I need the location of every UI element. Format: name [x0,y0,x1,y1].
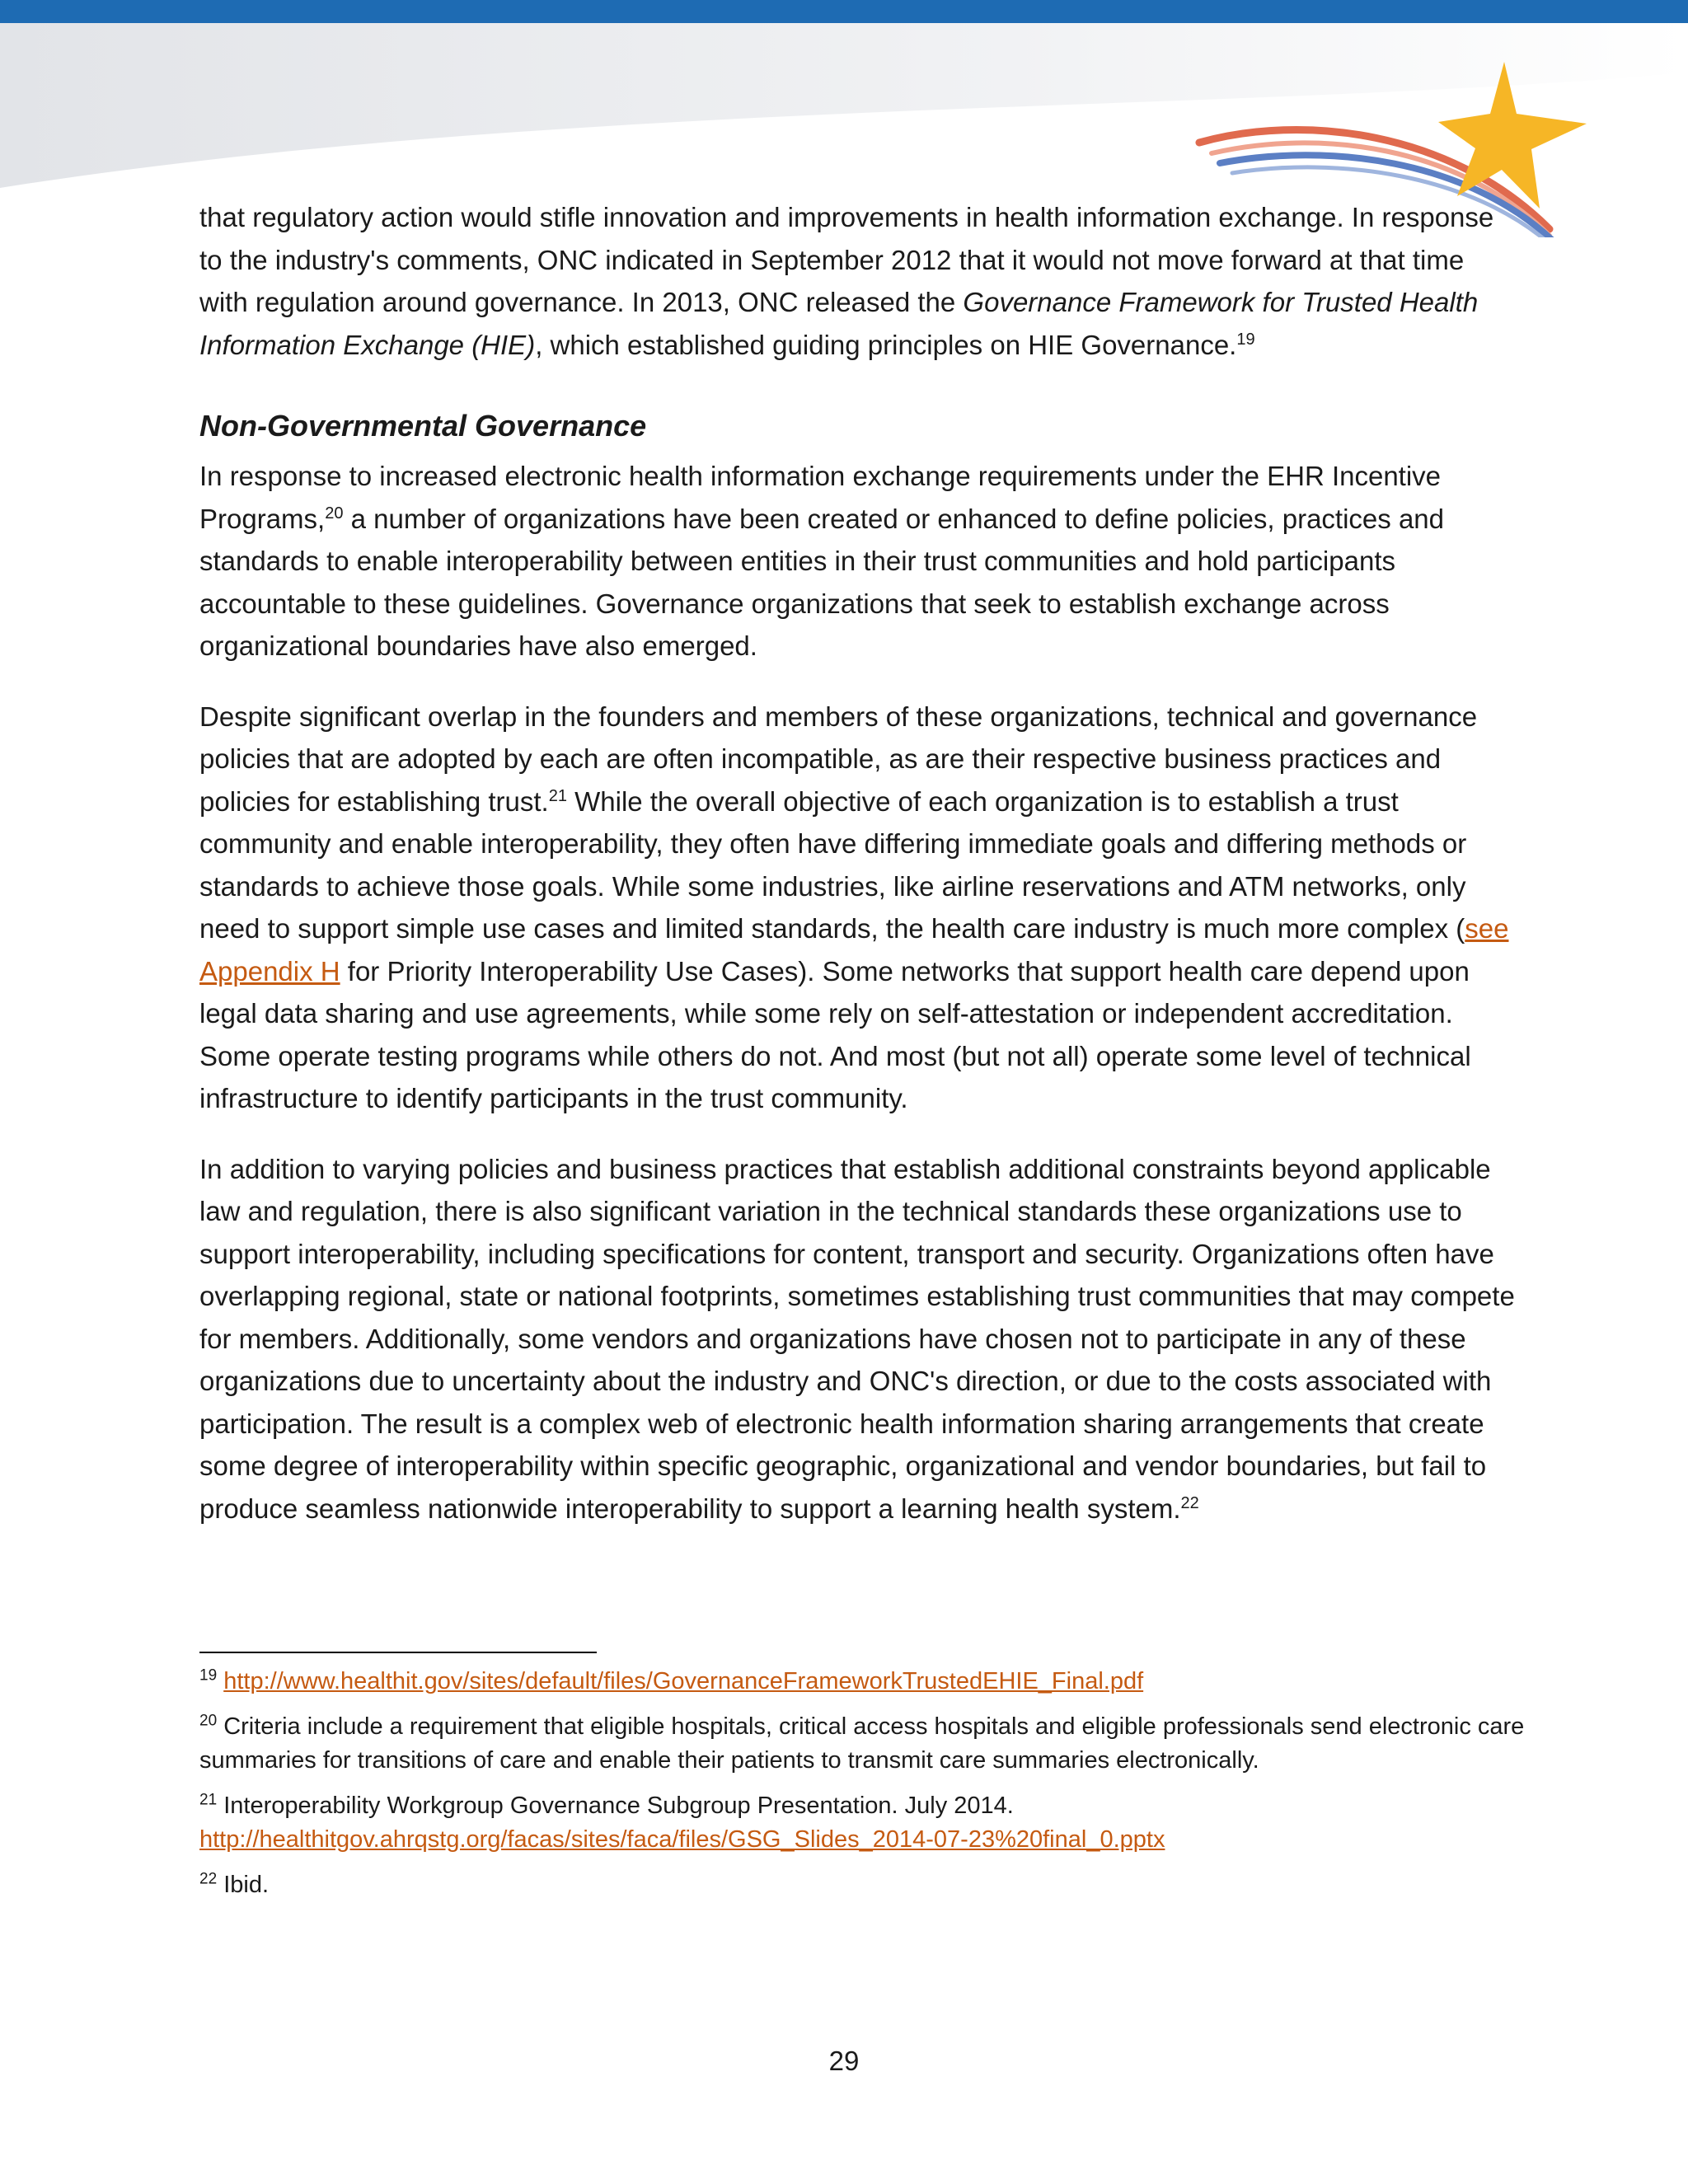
footnote-ref-19: 19 [1236,330,1255,349]
footnote-ref-22: 22 [1180,1493,1199,1512]
footnotes [199,1665,1535,1914]
paragraph-3: In addition to varying policies and business practices that establish additional constraints beyond applicable law and regulation, there is also significant variation in the technical standards these organizations use to support interoperability, including specifications for content, transport and security. Organizations often have overlapping regional, state or national footprints, sometimes establishing trust communities that may compete for members. Additionally, some vendors and organizations have chosen not to participate in any of these organizations due to uncertainty about the industry and ONC's direction, or due to the costs associated with participation. The result is a complex web of electronic health information sharing arrangements that create some degree of interoperability within specific geographic, organizational and vendor boundaries, but fail to produce seamless nationwide interoperability to support a learning health system.$^{22}$ [199,1153,1515,1524]
footnote-divider [199,1652,597,1653]
footnote-19-link[interactable]: http://www.healthit.gov/sites/default/files/GovernanceFrameworkTrustedEHIE_Final.pdf [223,1668,1144,1694]
footnote-22: $^{22}$ Ibid. [199,1870,270,1898]
main-content [199,196,1518,1558]
paragraph-2: Despite significant overlap in the founders and members of these organizations, technical and governance policies that are adopted by each are often incompatible, as are their respective business practices and policies for establishing trust.$^{21}$ While the overall objective of each organization is to establish a trust community and enable interoperability, they often have differing immediate goals and differing methods or standards to achieve those goals. While some industries, like airline reservations and ATM networks, only need to support simple use cases and limited standards, the health care industry is much more complex (see Appendix H for Priority Interoperability Use Cases). Some networks that support health care depend upon legal data sharing and use agreements, while some rely on self-attestation or independent accreditation. Some operate testing programs while others do not. And most (but not all) operate some level of technical infrastructure to identify participants in the trust community. [199,701,1509,1113]
governance-framework-title: Governance Framework for Trusted Health Information Exchange (HIE) [199,287,1479,360]
header-bar [0,0,1688,23]
intro-paragraph: that regulatory action would stifle innovation and improvements in health information exchange. In response to the industry's comments, ONC indicated in September 2012 that it would not move forward at that time with regulation around governance. In 2013, ONC released the Governance Framework for Trusted Health Information Exchange (HIE), which established guiding principles on HIE Governance.$^{19}$ [199,202,1494,360]
appendix-h-link[interactable]: see Appendix H [199,913,1509,987]
footnote-21: $^{21}$ Interoperability Workgroup Governance Subgroup Presentation. July 2014. http://healthitgov.ahrqstg.org/facas/sites/faca/files/GSG_Slides_2014-07-23%20final_0.pptx [199,1791,1165,1853]
paragraph-1: In response to increased electronic health information exchange requirements under the EHR Incentive Programs,$^{20}$ a number of organizations have been created or enhanced to define policies, practices and standards to enable interoperability between entities in their trust communities and hold participants accountable to these guidelines. Governance organizations that seek to establish exchange across organizational boundaries have also emerged. [199,461,1445,661]
footnote-21-link[interactable]: http://healthitgov.ahrqstg.org/facas/sites/faca/files/GSG_Slides_2014-07-23%20final_0.pptx [199,1826,1165,1853]
section-heading: Non-Governmental Governance [199,409,647,443]
footnote-ref-21: 21 [548,786,567,805]
page-number: 29 [828,2046,860,2076]
footnote-20: $^{20}$ Criteria include a requirement that eligible hospitals, critical access hospitals and eligible professionals send electronic care summaries for transitions of care and enable their patients to transmit care summaries electronically. [199,1712,1525,1774]
footnote-19: $^{19}$ http://www.healthit.gov/sites/default/files/GovernanceFrameworkTrustedEHIE_Final.pdf [199,1666,1144,1694]
footnote-ref-20: 20 [325,504,344,523]
